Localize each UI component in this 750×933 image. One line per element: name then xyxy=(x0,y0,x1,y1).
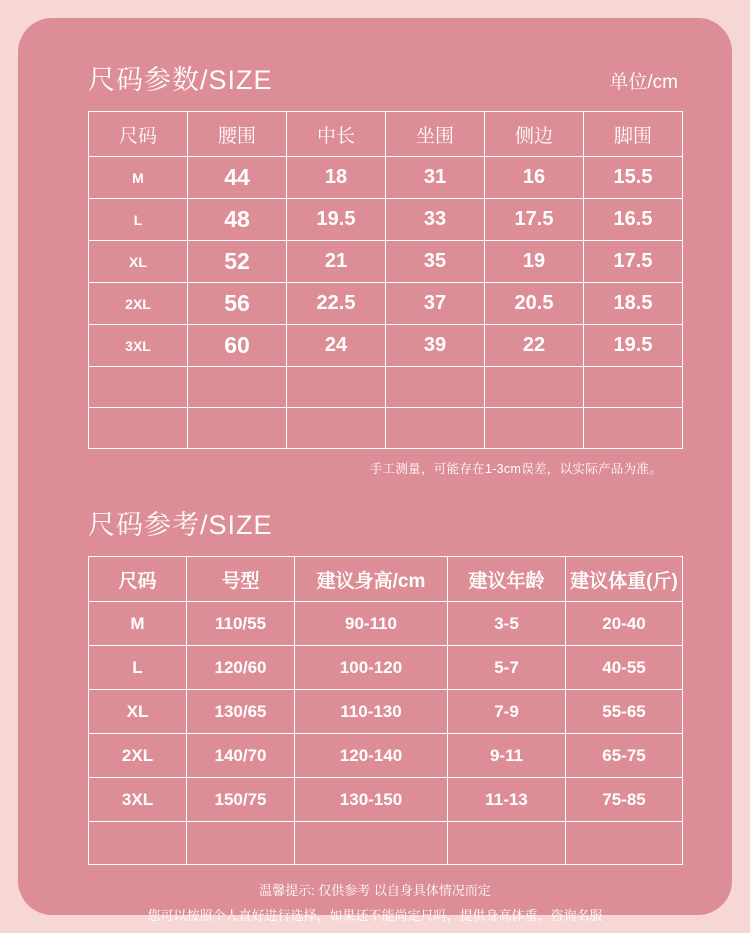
cell-size: M xyxy=(89,602,187,646)
cell-length: 22.5 xyxy=(287,283,386,325)
cell-side xyxy=(485,367,584,408)
table-row-empty xyxy=(89,408,683,449)
table-row xyxy=(89,157,683,199)
cell-waist: 48 xyxy=(188,199,287,241)
cell-leg: 15.5 xyxy=(584,157,683,199)
column-header-weight: 建议体重(斤) xyxy=(566,557,683,602)
size-chart-card xyxy=(18,18,732,923)
cell-size xyxy=(89,408,188,449)
cell-leg: 18.5 xyxy=(584,283,683,325)
table-row-empty xyxy=(89,367,683,408)
cell-age xyxy=(448,822,566,865)
table-row xyxy=(89,734,683,778)
cell-model: 140/70 xyxy=(187,734,295,778)
cell-hip xyxy=(386,408,485,449)
table-row xyxy=(89,199,683,241)
table-row xyxy=(89,283,683,325)
cell-model: 120/60 xyxy=(187,646,295,690)
cell-size xyxy=(89,367,188,408)
cell-side: 16 xyxy=(485,157,584,199)
size-section-header xyxy=(58,58,692,97)
cell-length: 24 xyxy=(287,325,386,367)
cell-age: 9-11 xyxy=(448,734,566,778)
cell-leg: 17.5 xyxy=(584,241,683,283)
cell-size: 2XL xyxy=(89,734,187,778)
cell-height: 100-120 xyxy=(295,646,448,690)
size-section-title: 尺码参数/SIZE xyxy=(88,65,273,95)
cell-size: M xyxy=(89,157,188,199)
cell-height: 120-140 xyxy=(295,734,448,778)
table-row xyxy=(89,778,683,822)
cell-size: 2XL xyxy=(89,283,188,325)
cell-leg: 19.5 xyxy=(584,325,683,367)
cell-weight: 40-55 xyxy=(566,646,683,690)
cell-size: XL xyxy=(89,241,188,283)
cell-size xyxy=(89,822,187,865)
cell-model: 130/65 xyxy=(187,690,295,734)
cell-height: 110-130 xyxy=(295,690,448,734)
cell-model xyxy=(187,822,295,865)
footer-line-1: 温馨提示: 仅供参考 以自身具体情况而定 xyxy=(259,883,491,898)
cell-age: 3-5 xyxy=(448,602,566,646)
cell-length: 19.5 xyxy=(287,199,386,241)
cell-length: 21 xyxy=(287,241,386,283)
cell-side xyxy=(485,408,584,449)
cell-hip: 37 xyxy=(386,283,485,325)
size-reference-table xyxy=(88,556,683,865)
cell-length xyxy=(287,367,386,408)
cell-hip: 39 xyxy=(386,325,485,367)
cell-leg xyxy=(584,408,683,449)
cell-length xyxy=(287,408,386,449)
cell-hip: 33 xyxy=(386,199,485,241)
cell-weight: 75-85 xyxy=(566,778,683,822)
cell-height xyxy=(295,822,448,865)
cell-side: 22 xyxy=(485,325,584,367)
cell-side: 20.5 xyxy=(485,283,584,325)
cell-leg xyxy=(584,367,683,408)
column-header-size: 尺码 xyxy=(89,557,187,602)
column-header-age: 建议年龄 xyxy=(448,557,566,602)
cell-weight: 65-75 xyxy=(566,734,683,778)
cell-length: 18 xyxy=(287,157,386,199)
table-row xyxy=(89,241,683,283)
cell-weight xyxy=(566,822,683,865)
table-row-empty xyxy=(89,822,683,865)
cell-leg: 16.5 xyxy=(584,199,683,241)
cell-size: 3XL xyxy=(89,778,187,822)
table-row xyxy=(89,602,683,646)
cell-age: 5-7 xyxy=(448,646,566,690)
table-header-row xyxy=(89,112,683,157)
cell-size: 3XL xyxy=(89,325,188,367)
column-header-model: 号型 xyxy=(187,557,295,602)
cell-age: 7-9 xyxy=(448,690,566,734)
column-header-length: 中长 xyxy=(287,112,386,157)
cell-height: 130-150 xyxy=(295,778,448,822)
footer-line-2: 您可以按照个人直好进行选择，如果还不能尚定尺吗，提供身高体重，咨询名服 xyxy=(147,907,603,923)
reference-section xyxy=(58,503,692,928)
footer-notes xyxy=(58,879,692,928)
size-unit-label: 单位/cm xyxy=(609,72,678,93)
column-header-leg: 脚围 xyxy=(584,112,683,157)
column-header-hip: 坐围 xyxy=(386,112,485,157)
cell-model: 150/75 xyxy=(187,778,295,822)
cell-waist: 60 xyxy=(188,325,287,367)
table-row xyxy=(89,646,683,690)
cell-weight: 20-40 xyxy=(566,602,683,646)
cell-side: 19 xyxy=(485,241,584,283)
column-header-side: 侧边 xyxy=(485,112,584,157)
table-row xyxy=(89,325,683,367)
column-header-waist: 腰围 xyxy=(188,112,287,157)
cell-side: 17.5 xyxy=(485,199,584,241)
reference-section-header xyxy=(58,503,692,542)
column-header-size: 尺码 xyxy=(89,112,188,157)
cell-hip: 31 xyxy=(386,157,485,199)
cell-waist: 44 xyxy=(188,157,287,199)
cell-waist xyxy=(188,367,287,408)
table-header-row xyxy=(89,557,683,602)
cell-waist xyxy=(188,408,287,449)
column-header-height: 建议身高/cm xyxy=(295,557,448,602)
size-parameters-table xyxy=(88,111,683,449)
cell-size: L xyxy=(89,646,187,690)
cell-waist: 52 xyxy=(188,241,287,283)
cell-waist: 56 xyxy=(188,283,287,325)
table-row xyxy=(89,690,683,734)
cell-weight: 55-65 xyxy=(566,690,683,734)
cell-height: 90-110 xyxy=(295,602,448,646)
measurement-note: 手工测量，可能存在1-3cm误差，以实际产品为准。 xyxy=(369,462,662,476)
cell-size: L xyxy=(89,199,188,241)
cell-size: XL xyxy=(89,690,187,734)
cell-model: 110/55 xyxy=(187,602,295,646)
cell-hip xyxy=(386,367,485,408)
reference-section-title: 尺码参考/SIZE xyxy=(88,510,273,540)
cell-age: 11-13 xyxy=(448,778,566,822)
cell-hip: 35 xyxy=(386,241,485,283)
